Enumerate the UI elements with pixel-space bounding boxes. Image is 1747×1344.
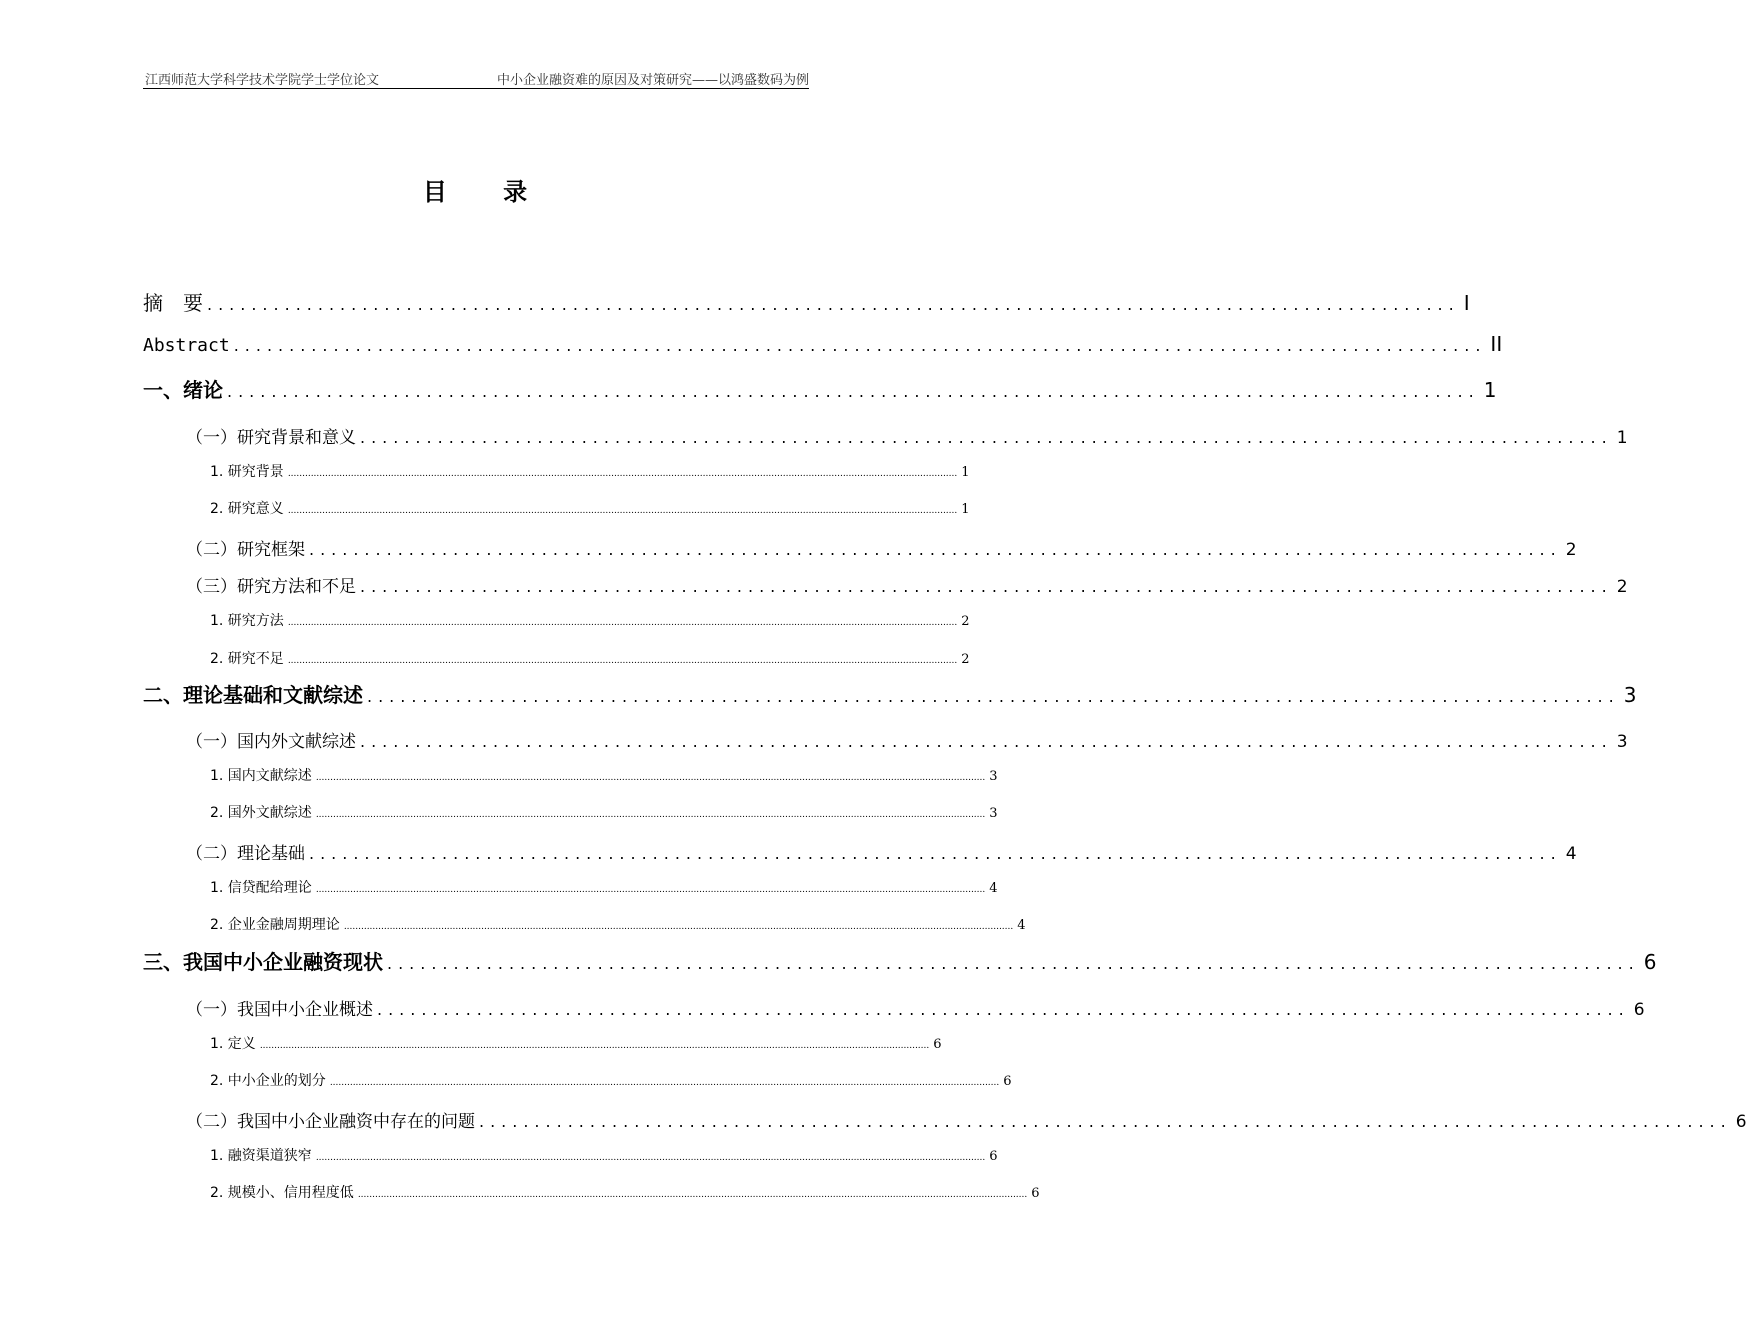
toc-entry-label: 2. 中小企业的划分 xyxy=(210,1073,326,1089)
toc-entry-page: 6 xyxy=(933,1037,942,1052)
toc-entry[interactable] xyxy=(210,1070,1012,1090)
toc-entry-page: 4 xyxy=(1565,844,1577,864)
toc-leader: ................................................................................................................. xyxy=(479,1112,1732,1131)
toc-entry-label: 2. 国外文献综述 xyxy=(210,805,312,821)
toc-entry-label: （二）研究框架 xyxy=(186,540,305,560)
toc-entry-page: 6 xyxy=(1643,950,1657,974)
toc-leader: ................................................................................................................. xyxy=(360,732,1613,751)
toc-leader: ................................................................................................................. xyxy=(227,382,1480,401)
toc-entry[interactable] xyxy=(210,914,1026,934)
toc-entry-label: 2. 企业金融周期理论 xyxy=(210,917,340,933)
toc-leader: .......................................................................................................................................................................................................................................... xyxy=(357,1190,1028,1200)
toc-leader: .......................................................................................................................................................................................................................................... xyxy=(315,1153,986,1163)
toc-entry-page: 6 xyxy=(1633,1000,1645,1020)
header-school: 江西师范大学科学技术学院学士学位论文 xyxy=(145,73,380,88)
toc-entry[interactable] xyxy=(143,946,1657,975)
toc-entry-label: 2. 研究意义 xyxy=(210,501,284,517)
toc-leader: .......................................................................................................................................................................................................................................... xyxy=(315,885,986,895)
toc-entry-page: 3 xyxy=(989,769,998,784)
toc-entry-label: 1. 研究方法 xyxy=(210,613,284,629)
toc-leader: ................................................................................................................. xyxy=(360,577,1613,596)
toc-entry[interactable] xyxy=(210,498,970,518)
toc-leader: ................................................................................................................. xyxy=(207,295,1460,314)
toc-entry-page: 6 xyxy=(1031,1186,1040,1201)
toc-entry-label: （一）研究背景和意义 xyxy=(186,428,356,448)
toc-entry[interactable] xyxy=(143,332,1503,356)
toc-entry-label: 2. 研究不足 xyxy=(210,651,284,667)
toc-entry-page: 4 xyxy=(1017,918,1026,933)
toc-entry-page: 6 xyxy=(1735,1112,1747,1132)
toc-leader: ................................................................................................................. xyxy=(387,954,1640,973)
toc-entry[interactable] xyxy=(210,765,998,785)
toc-leader: ................................................................................................................. xyxy=(309,540,1562,559)
toc-entry[interactable] xyxy=(186,839,1577,864)
toc-entry-label: 1. 融资渠道狭窄 xyxy=(210,1148,312,1164)
toc-entry-label: 一、绪论 xyxy=(143,378,223,402)
toc-leader: ................................................................................................................. xyxy=(360,428,1613,447)
toc-leader: .......................................................................................................................................................................................................................................... xyxy=(287,506,958,516)
toc-leader: .......................................................................................................................................................................................................................................... xyxy=(329,1078,1000,1088)
toc-entry-label: 摘 要 xyxy=(143,291,203,315)
header-thesis-title: 中小企业融资难的原因及对策研究——以鸿盛数码为例 xyxy=(496,73,809,88)
toc-entry-label: 1. 定义 xyxy=(210,1036,256,1052)
page-title: 目 录 xyxy=(422,178,552,206)
toc-entry-page: 2 xyxy=(1565,540,1577,560)
toc-entry-label: 二、理论基础和文献综述 xyxy=(143,683,363,707)
toc-entry-page: I xyxy=(1463,291,1470,315)
toc-entry-label: （一）我国中小企业概述 xyxy=(186,1000,373,1020)
toc-entry[interactable] xyxy=(210,1145,998,1165)
toc-entry[interactable] xyxy=(210,802,998,822)
page-header xyxy=(143,66,809,89)
toc-entry-label: （一）国内外文献综述 xyxy=(186,732,356,752)
toc-entry[interactable] xyxy=(210,461,970,481)
toc-leader: .......................................................................................................................................................................................................................................... xyxy=(287,618,958,628)
toc-leader: .......................................................................................................................................................................................................................................... xyxy=(343,922,1014,932)
toc-leader: ................................................................................................................. xyxy=(233,336,1487,355)
toc-entry[interactable] xyxy=(186,423,1628,448)
toc-entry-page: 3 xyxy=(1623,683,1637,707)
toc-entry-label: 三、我国中小企业融资现状 xyxy=(143,950,383,974)
toc-entry-page: 6 xyxy=(989,1149,998,1164)
toc-entry-page: 3 xyxy=(1616,732,1628,752)
toc-entry-page: 2 xyxy=(1616,577,1628,597)
toc-entry-page: 6 xyxy=(1003,1074,1012,1089)
toc-entry-label: Abstract xyxy=(143,335,230,356)
toc-entry-page: 1 xyxy=(961,465,970,480)
toc-entry-page: 1 xyxy=(961,502,970,517)
toc-entry-page: 2 xyxy=(961,614,970,629)
toc-leader: .......................................................................................................................................................................................................................................... xyxy=(315,773,986,783)
toc-entry-label: （三）研究方法和不足 xyxy=(186,577,356,597)
toc-entry-label: （二）理论基础 xyxy=(186,844,305,864)
toc-entry[interactable] xyxy=(210,877,998,897)
toc-entry[interactable] xyxy=(143,374,1497,403)
toc-leader: .......................................................................................................................................................................................................................................... xyxy=(315,810,986,820)
toc-entry[interactable] xyxy=(210,648,970,668)
toc-entry-label: 1. 信贷配给理论 xyxy=(210,880,312,896)
toc-entry[interactable] xyxy=(210,1182,1040,1202)
toc-entry[interactable] xyxy=(186,995,1645,1020)
toc-entry[interactable] xyxy=(186,727,1628,752)
toc-leader: .......................................................................................................................................................................................................................................... xyxy=(287,656,958,666)
toc-entry[interactable] xyxy=(143,287,1470,316)
toc-entry-page: 3 xyxy=(989,806,998,821)
toc-entry-page: 4 xyxy=(989,881,998,896)
toc-entry[interactable] xyxy=(186,535,1577,560)
toc-entry-page: 1 xyxy=(1616,428,1628,448)
toc-entry[interactable] xyxy=(210,610,970,630)
toc-leader: .......................................................................................................................................................................................................................................... xyxy=(259,1041,930,1051)
toc-entry-label: 2. 规模小、信用程度低 xyxy=(210,1185,354,1201)
toc-entry-label: 1. 研究背景 xyxy=(210,464,284,480)
toc-entry[interactable] xyxy=(143,679,1637,708)
toc-entry-label: 1. 国内文献综述 xyxy=(210,768,312,784)
toc-leader: ................................................................................................................. xyxy=(367,687,1620,706)
toc-entry[interactable] xyxy=(186,1107,1747,1132)
toc-entry-label: （二）我国中小企业融资中存在的问题 xyxy=(186,1112,475,1132)
toc-entry[interactable] xyxy=(186,572,1628,597)
toc-entry-page: II xyxy=(1490,332,1503,356)
toc-entry-page: 2 xyxy=(961,652,970,667)
toc-leader: ................................................................................................................. xyxy=(309,844,1562,863)
toc-entry-page: 1 xyxy=(1483,378,1497,402)
toc-leader: .......................................................................................................................................................................................................................................... xyxy=(287,469,958,479)
toc-leader: ................................................................................................................. xyxy=(377,1000,1630,1019)
toc-entry[interactable] xyxy=(210,1033,942,1053)
